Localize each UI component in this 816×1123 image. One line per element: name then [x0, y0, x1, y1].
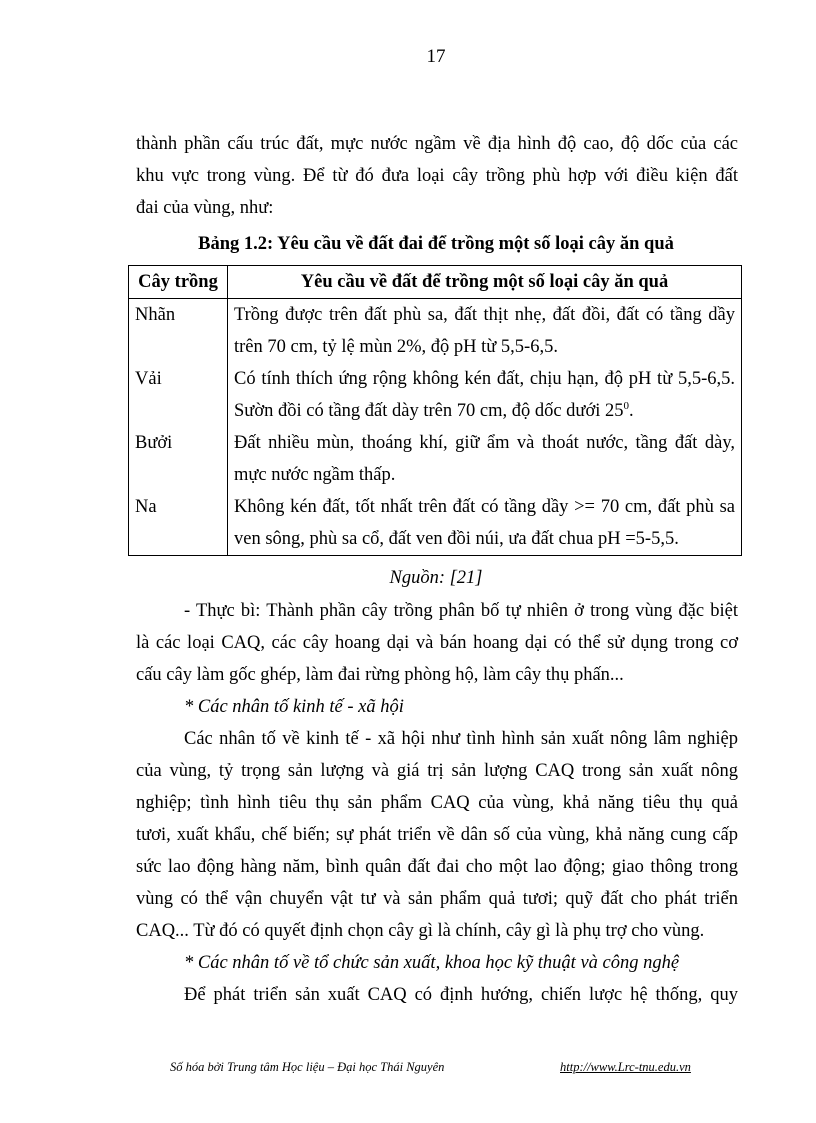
crop-name: Na	[129, 491, 228, 556]
intro-paragraph	[136, 128, 738, 224]
requirement-cell	[228, 299, 742, 364]
text-line: vùng có thể vận chuyển vật tư và sản phẩm quả tươi; quỹ đất cho phát triển	[136, 889, 738, 909]
table-row	[129, 363, 742, 427]
requirement-line: trên 70 cm, tỷ lệ mùn 2%, độ pH từ 5,5-6,5.	[234, 337, 558, 357]
text-line: Các nhân tố về kinh tế - xã hội như tình hình sản xuất nông lâm nghiệp	[184, 729, 738, 749]
requirement-line	[234, 395, 735, 427]
requirement-cell	[228, 491, 742, 556]
column-header-crop: Cây trồng	[129, 266, 228, 299]
requirement-line: Đất nhiều mùn, thoáng khí, giữ ẩm và thoát nước, tầng đất dày,	[234, 433, 735, 453]
requirement-line: Có tính thích ứng rộng không kén đất, chịu hạn, độ pH từ 5,5-6,5.	[234, 369, 735, 389]
requirement-line: ven sông, phù sa cổ, đất ven đồi núi, ưa đất chua pH =5-5,5.	[234, 529, 679, 549]
footer-url-link[interactable]: http://www.Lrc-tnu.edu.vn	[560, 1060, 691, 1074]
section-heading-socioeconomic: * Các nhân tố kinh tế - xã hội	[184, 697, 404, 717]
table-caption: Bảng 1.2: Yêu cầu về đất đai để trồng một số loại cây ăn quả	[198, 234, 674, 254]
requirement-cell	[228, 363, 742, 427]
text-line: nghiệp; tình hình tiêu thụ sản phẩm CAQ của vùng, khả năng tiêu thụ quả	[136, 793, 738, 813]
footer-digitized-by: Số hóa bởi Trung tâm Học liệu – Đại học Thái Nguyên	[170, 1060, 445, 1074]
table-row	[129, 427, 742, 491]
text-line: cấu cây làm gốc ghép, làm đai rừng phòng hộ, làm cây thụ phấn...	[136, 665, 624, 685]
vegetation-paragraph	[136, 595, 738, 1011]
table-row	[129, 491, 742, 556]
requirement-cell	[228, 427, 742, 491]
soil-requirements-table	[128, 265, 742, 556]
text-line: thành phần cấu trúc đất, mực nước ngầm về địa hình độ cao, độ dốc của các	[136, 134, 738, 154]
requirement-text: Sườn đồi có tầng đất dày trên 70 cm, độ dốc dưới 25	[234, 401, 624, 421]
page-number: 17	[426, 46, 446, 67]
requirement-tail: .	[629, 401, 634, 421]
table-row	[129, 299, 742, 364]
table-source: Nguồn: [21]	[389, 568, 483, 588]
text-line: là các loại CAQ, các cây hoang dại và bán hoang dại có thể sử dụng trong cơ	[136, 633, 738, 653]
column-header-requirement: Yêu cầu về đất để trồng một số loại cây ăn quả	[228, 266, 742, 299]
text-line: khu vực trong vùng. Để từ đó đưa loại cây trồng phù hợp với điều kiện đất	[136, 166, 738, 186]
text-line: tươi, xuất khẩu, chế biến; sự phát triển về dân số của vùng, khả năng cung cấp	[136, 825, 738, 845]
text-line: của vùng, tỷ trọng sản lượng và giá trị sản lượng CAQ trong sản xuất nông	[136, 761, 738, 781]
text-line: đai của vùng, như:	[136, 198, 274, 218]
requirement-line: Không kén đất, tốt nhất trên đất có tầng dầy >= 70 cm, đất phù sa	[234, 497, 735, 517]
degree-superscript: 0	[623, 399, 630, 412]
text-line: Để phát triển sản xuất CAQ có định hướng, chiến lược hệ thống, quy	[184, 985, 738, 1005]
crop-name: Vải	[129, 363, 228, 427]
requirement-line: mực nước ngầm thấp.	[234, 465, 396, 485]
text-line: CAQ... Từ đó có quyết định chọn cây gì là chính, cây gì là phụ trợ cho vùng.	[136, 921, 705, 941]
crop-name: Bưởi	[129, 427, 228, 491]
section-heading-organization: * Các nhân tố về tổ chức sản xuất, khoa học kỹ thuật và công nghệ	[184, 953, 680, 973]
text-line: - Thực bì: Thành phần cây trồng phân bố tự nhiên ở trong vùng đặc biệt	[184, 601, 738, 621]
crop-name: Nhãn	[129, 299, 228, 364]
text-line: sức lao động hàng năm, bình quân đất đai cho một lao động; giao thông trong	[136, 857, 738, 877]
requirement-line: Trồng được trên đất phù sa, đất thịt nhẹ, đất đồi, đất có tầng dầy	[234, 305, 735, 325]
